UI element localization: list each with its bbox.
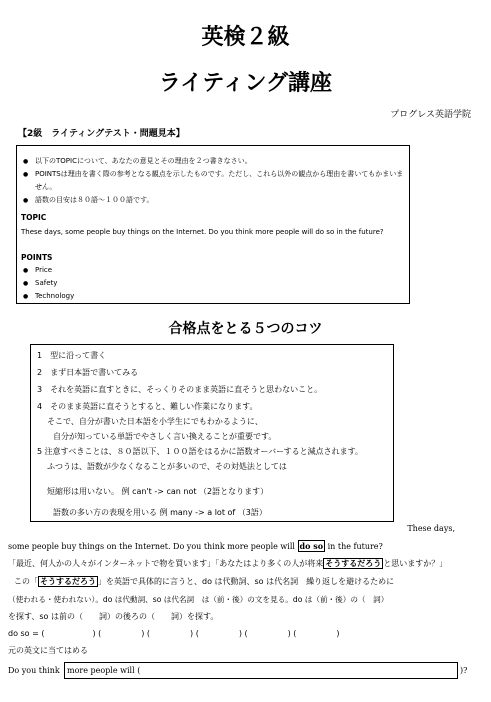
tip-line: 自分が知っている単語でやさしく言い換えることが重要です。 <box>53 432 277 441</box>
page-subtitle: ライティング講座 <box>158 70 333 96</box>
answer-box <box>64 662 458 679</box>
instruction-list <box>21 155 405 207</box>
tips-title: 合格点をとる５つのコツ <box>168 321 323 337</box>
tip-line: 3 それを英語に直すときに、そっくりそのまま英語に直そうと思わないこと。 <box>37 385 323 394</box>
section-heading: 【2級 ライティングテスト・問題見本】 <box>18 129 185 139</box>
body-text: と思いますか？」 <box>383 559 448 568</box>
body-text: 」を英語で具体的に言うと、do は代動詞、so は代名詞 繰り返しを避けるために <box>98 577 395 586</box>
body-line <box>14 576 394 587</box>
tip-line: 5 注意すべきことは、８０語以下、１００語をはるかに語数オーバーすると減点されます。 <box>37 447 364 456</box>
page-title: 英検２級 <box>201 24 290 50</box>
point-item: ● Price <box>21 264 74 277</box>
highlight-do-so: do so <box>299 541 324 551</box>
highlight-sousuru: そうするだろう <box>40 577 96 586</box>
body-line: （使われる・使われない）。do は代動詞、so は代名詞 は（前・後）の文を見る。do は（前・後）の（ 詞） <box>8 595 389 604</box>
point-item: ● Safety <box>21 277 74 290</box>
instruction-item: ● POINTSは理由を書く際の参考となる観点を示したものです。ただし、これら以外の観点から理由を書いてもかまいません。 <box>21 168 405 194</box>
tip-line: 短縮形は用いない。 例 can't -> can not （2語となります） <box>47 487 269 496</box>
body-text: in the future? <box>325 542 383 551</box>
highlight-sousuru: そうするだろう <box>325 559 382 568</box>
instruction-item: ● 以下のTOPICについて、あなたの意見とその理由を２つ書きなさい。 <box>21 155 405 168</box>
tip-line: 2 まず日本語で書いてみる <box>37 368 139 377</box>
tip-line: 4 そのまま英語に直そうとすると、難しい作業になります。 <box>37 402 258 411</box>
points-list <box>21 264 74 303</box>
points-heading: POINTS <box>21 253 53 262</box>
body-line <box>8 558 447 569</box>
tip-line: 1 型に沿って書く <box>37 351 107 360</box>
body-text: 「最近、何人かの人々がインターネットで物を買います」「あなたはより多くの人が将来 <box>8 559 324 568</box>
body-text: この「 <box>14 577 38 586</box>
body-line <box>8 541 383 551</box>
point-item: ● Technology <box>21 290 74 303</box>
tip-line: ふつうは、語数が少なくなることが多いので、その対処法としては <box>47 462 287 471</box>
body-line: These days, <box>407 524 455 533</box>
answer-prompt: Do you think <box>8 666 60 675</box>
body-text: some people buy things on the Internet. Do you think more people will <box>8 542 298 551</box>
tip-line: そこで、自分が書いた日本語を小学生にでもわかるように、 <box>47 417 263 426</box>
topic-heading: TOPIC <box>21 213 47 222</box>
tips-box <box>30 344 394 522</box>
body-line: を探す、so は前の（ 詞）の後ろの（ 詞）を探す。 <box>8 612 219 621</box>
topic-text: These days, some people buy things on the Internet. Do you think more people will do so in the future? <box>21 228 384 236</box>
instruction-item: ● 語数の目安は８０語〜１００語です。 <box>21 194 405 207</box>
body-line: do so = ( ) ( ) ( ) ( ) ( ) ( ) <box>8 629 340 638</box>
tip-line: 語数の多い方の表現を用いる 例 many -> a lot of （3語） <box>53 508 267 517</box>
school-name: プログレス英語学院 <box>390 110 471 120</box>
answer-close: )? <box>460 666 468 675</box>
exam-sample-box <box>16 145 410 304</box>
answer-box-text: more people will ( <box>67 666 141 675</box>
body-line: 元の英文に当てはめる <box>8 646 88 655</box>
